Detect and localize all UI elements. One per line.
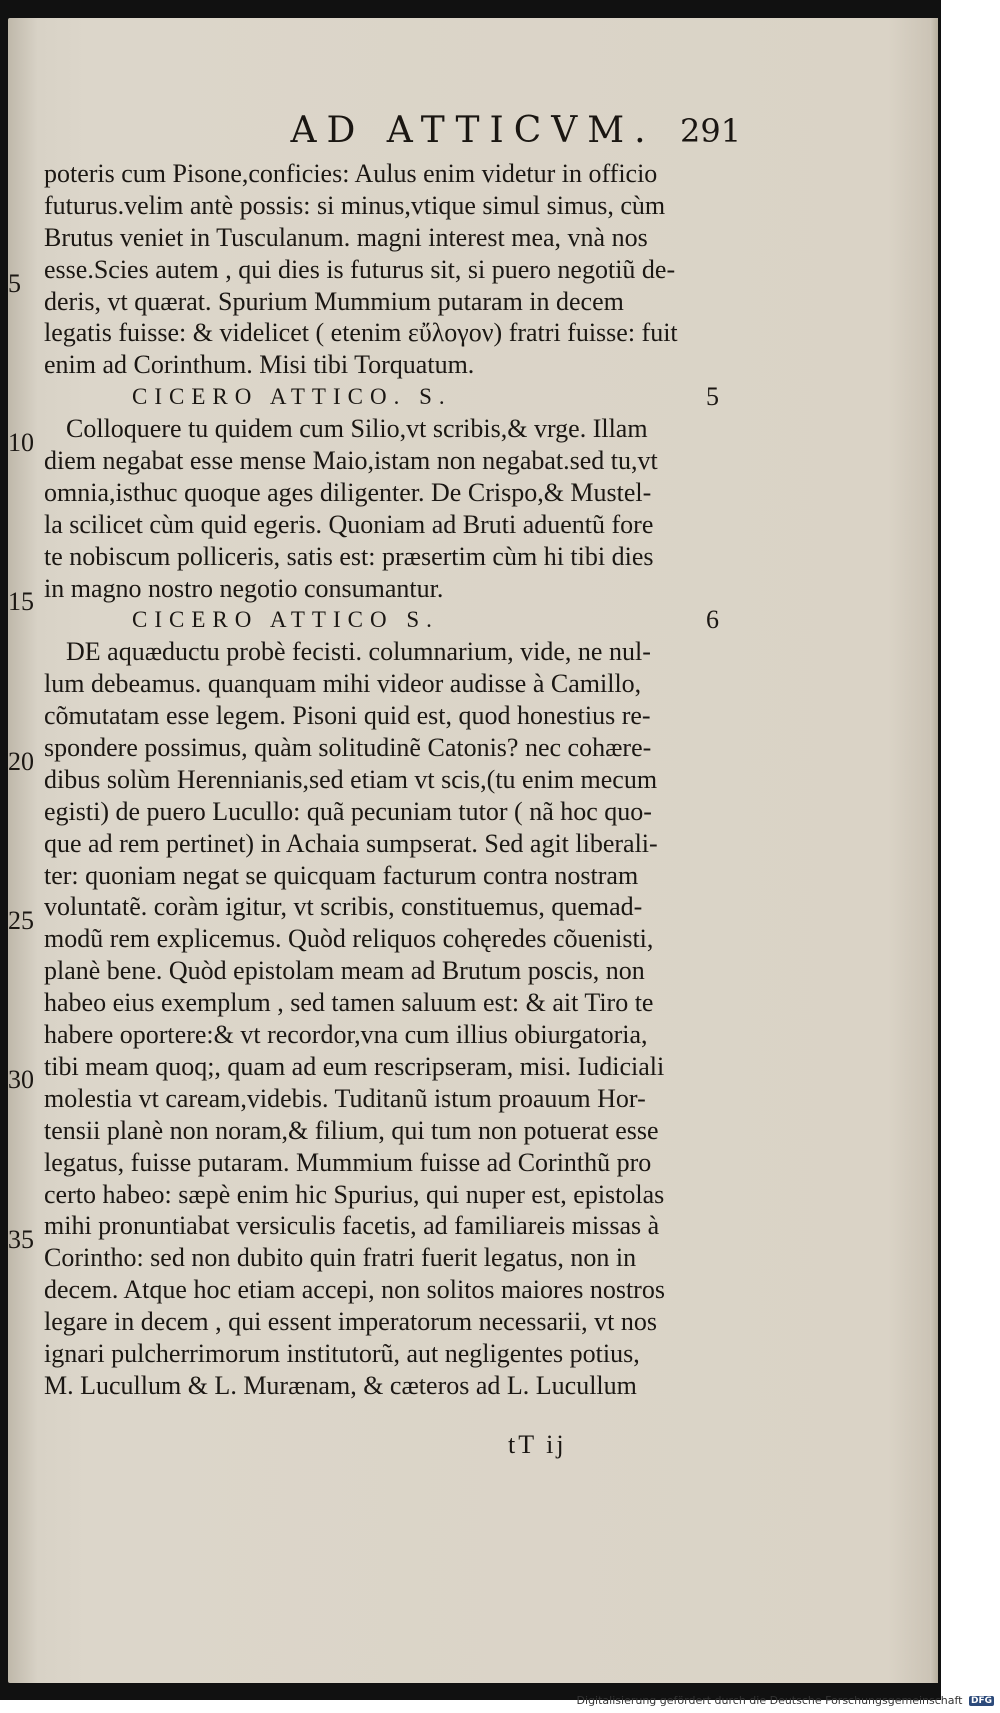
text-line: mihi pronuntiabat versiculis facetis, ad familiareis missas à [44,1211,660,1241]
text-line: poteris cum Pisone,conficies: Aulus enim videtur in officio [44,159,658,188]
text-line: molestia vt caream,videbis. Tuditanũ istum proauum Hor- [44,1083,646,1113]
footer-credit [577,1694,994,1707]
text-line: modũ rem explicemus. Quòd reliquos cohęredes cõuenisti, [44,924,654,954]
text-line: cõmutatam esse legem. Pisoni quid est, quod honestius re- [44,701,651,731]
text-line: esse.Scies autem , qui dies is futurus sit, si puero negotiũ de- [44,254,676,284]
text-line: decem. Atque hoc etiam accepi, non solitos maiores nostros [44,1275,665,1305]
page-number: 291 [680,112,742,150]
book-page [8,18,938,1683]
letter-heading-text: CICERO ATTICO. S. [132,384,452,410]
text-line: te nobiscum polliceris, satis est: præsertim cùm hi tibi dies [44,541,654,571]
text-line: voluntatẽ. coràm igitur, vt scribis, constituemus, quemad- [44,892,643,922]
text-line: certo habeo: sæpè enim hic Spurius, qui nuper est, epistolas [44,1179,665,1209]
text-line: planè bene. Quòd epistolam meam ad Brutum poscis, non [44,956,645,986]
letter-number: 5 [706,382,719,412]
footer-credit-text: Digitalisierung gefördert durch die Deutsche Forschungsgemeinschaft [576,1694,963,1707]
text-line: legare in decem , qui essent imperatorum necessarii, vt nos [44,1307,657,1337]
text-line: que ad rem pertinet) in Achaia sumpserat. Sed agit liberali- [44,828,658,858]
text-line: habeo eius exemplum , sed tamen saluum est: & ait Tiro te [44,988,654,1018]
text-line: Brutus veniet in Tusculanum. magni interest mea, vnà nos [44,222,648,252]
running-head-title: AD ATTICVM. [290,110,656,151]
text-line: Colloquere tu quidem cum Silio,vt scribis,& vrge. Illam [66,414,648,444]
text-line: egisti) de puero Lucullo: quã pecuniam tutor ( nã hoc quo- [44,796,652,826]
margin-number: 15 [8,587,34,616]
text-line: legatis fuisse: & videlicet ( etenim εὔλογον) fratri fuisse: fuit [44,318,678,348]
margin-number: 30 [8,1065,34,1094]
signature-mark: tT ij [508,1430,567,1459]
text-line: M. Lucullum & L. Murænam, & cæteros ad L. Lucullum [44,1370,637,1400]
margin-number: 25 [8,906,34,935]
text-line: DE aquæductu probè fecisti. columnarium, vide, ne nul- [66,637,651,667]
text-line: tensii planè non noram,& filium, qui tum non potuerat esse [44,1115,659,1145]
text-block [44,158,764,1402]
text-line: diem negabat esse mense Maio,istam non negabat.sed tu,vt [44,446,658,476]
text-line: dibus solùm Herennianis,sed etiam vt scis,(tu enim mecum [44,764,658,794]
text-line: tibi meam quoq;, quam ad eum rescripseram, misi. Iudiciali [44,1051,665,1081]
text-line: habere oportere:& vt recordor,vna cum illius obiurgatoria, [44,1020,648,1050]
text-line: in magno nostro negotio consumantur. [44,573,444,603]
letter-heading-text: CICERO ATTICO S. [132,607,439,633]
margin-number: 5 [8,269,21,298]
margin-number: 10 [8,428,34,457]
letter-heading [44,381,764,413]
text-line: omnia,isthuc quoque ages diligenter. De Crispo,& Mustel- [44,477,652,507]
text-line: Corintho: sed non dubito quin fratri fuerit legatus, non in [44,1243,637,1273]
dfg-logo-icon: DFG [970,1696,992,1706]
page-edge [930,18,938,1683]
text-line: lum debeamus. quanquam mihi videor audisse à Camillo, [44,669,642,699]
text-line: la scilicet cùm quid egeris. Quoniam ad Bruti aduentũ fore [44,509,654,539]
text-line: enim ad Corinthum. Misi tibi Torquatum. [44,350,475,380]
text-line: deris, vt quærat. Spurium Mummium putaram in decem [44,286,624,316]
letter-number: 6 [706,605,719,635]
text-line: futurus.velim antè possis: si minus,vtique simul simus, cùm [44,190,666,220]
margin-number: 35 [8,1225,34,1254]
text-line: legatus, fuisse putaram. Mummium fuisse ad Corinthũ pro [44,1147,652,1177]
text-line: ter: quoniam negat se quicquam facturum contra nostram [44,860,639,890]
text-line: spondere possimus, quàm solitudinẽ Catonis? nec cohære- [44,733,652,763]
margin-number: 20 [8,747,34,776]
letter-heading [44,604,764,636]
running-head [8,110,938,160]
text-line: ignari pulcherrimorum institutorũ, aut negligentes potius, [44,1338,640,1368]
